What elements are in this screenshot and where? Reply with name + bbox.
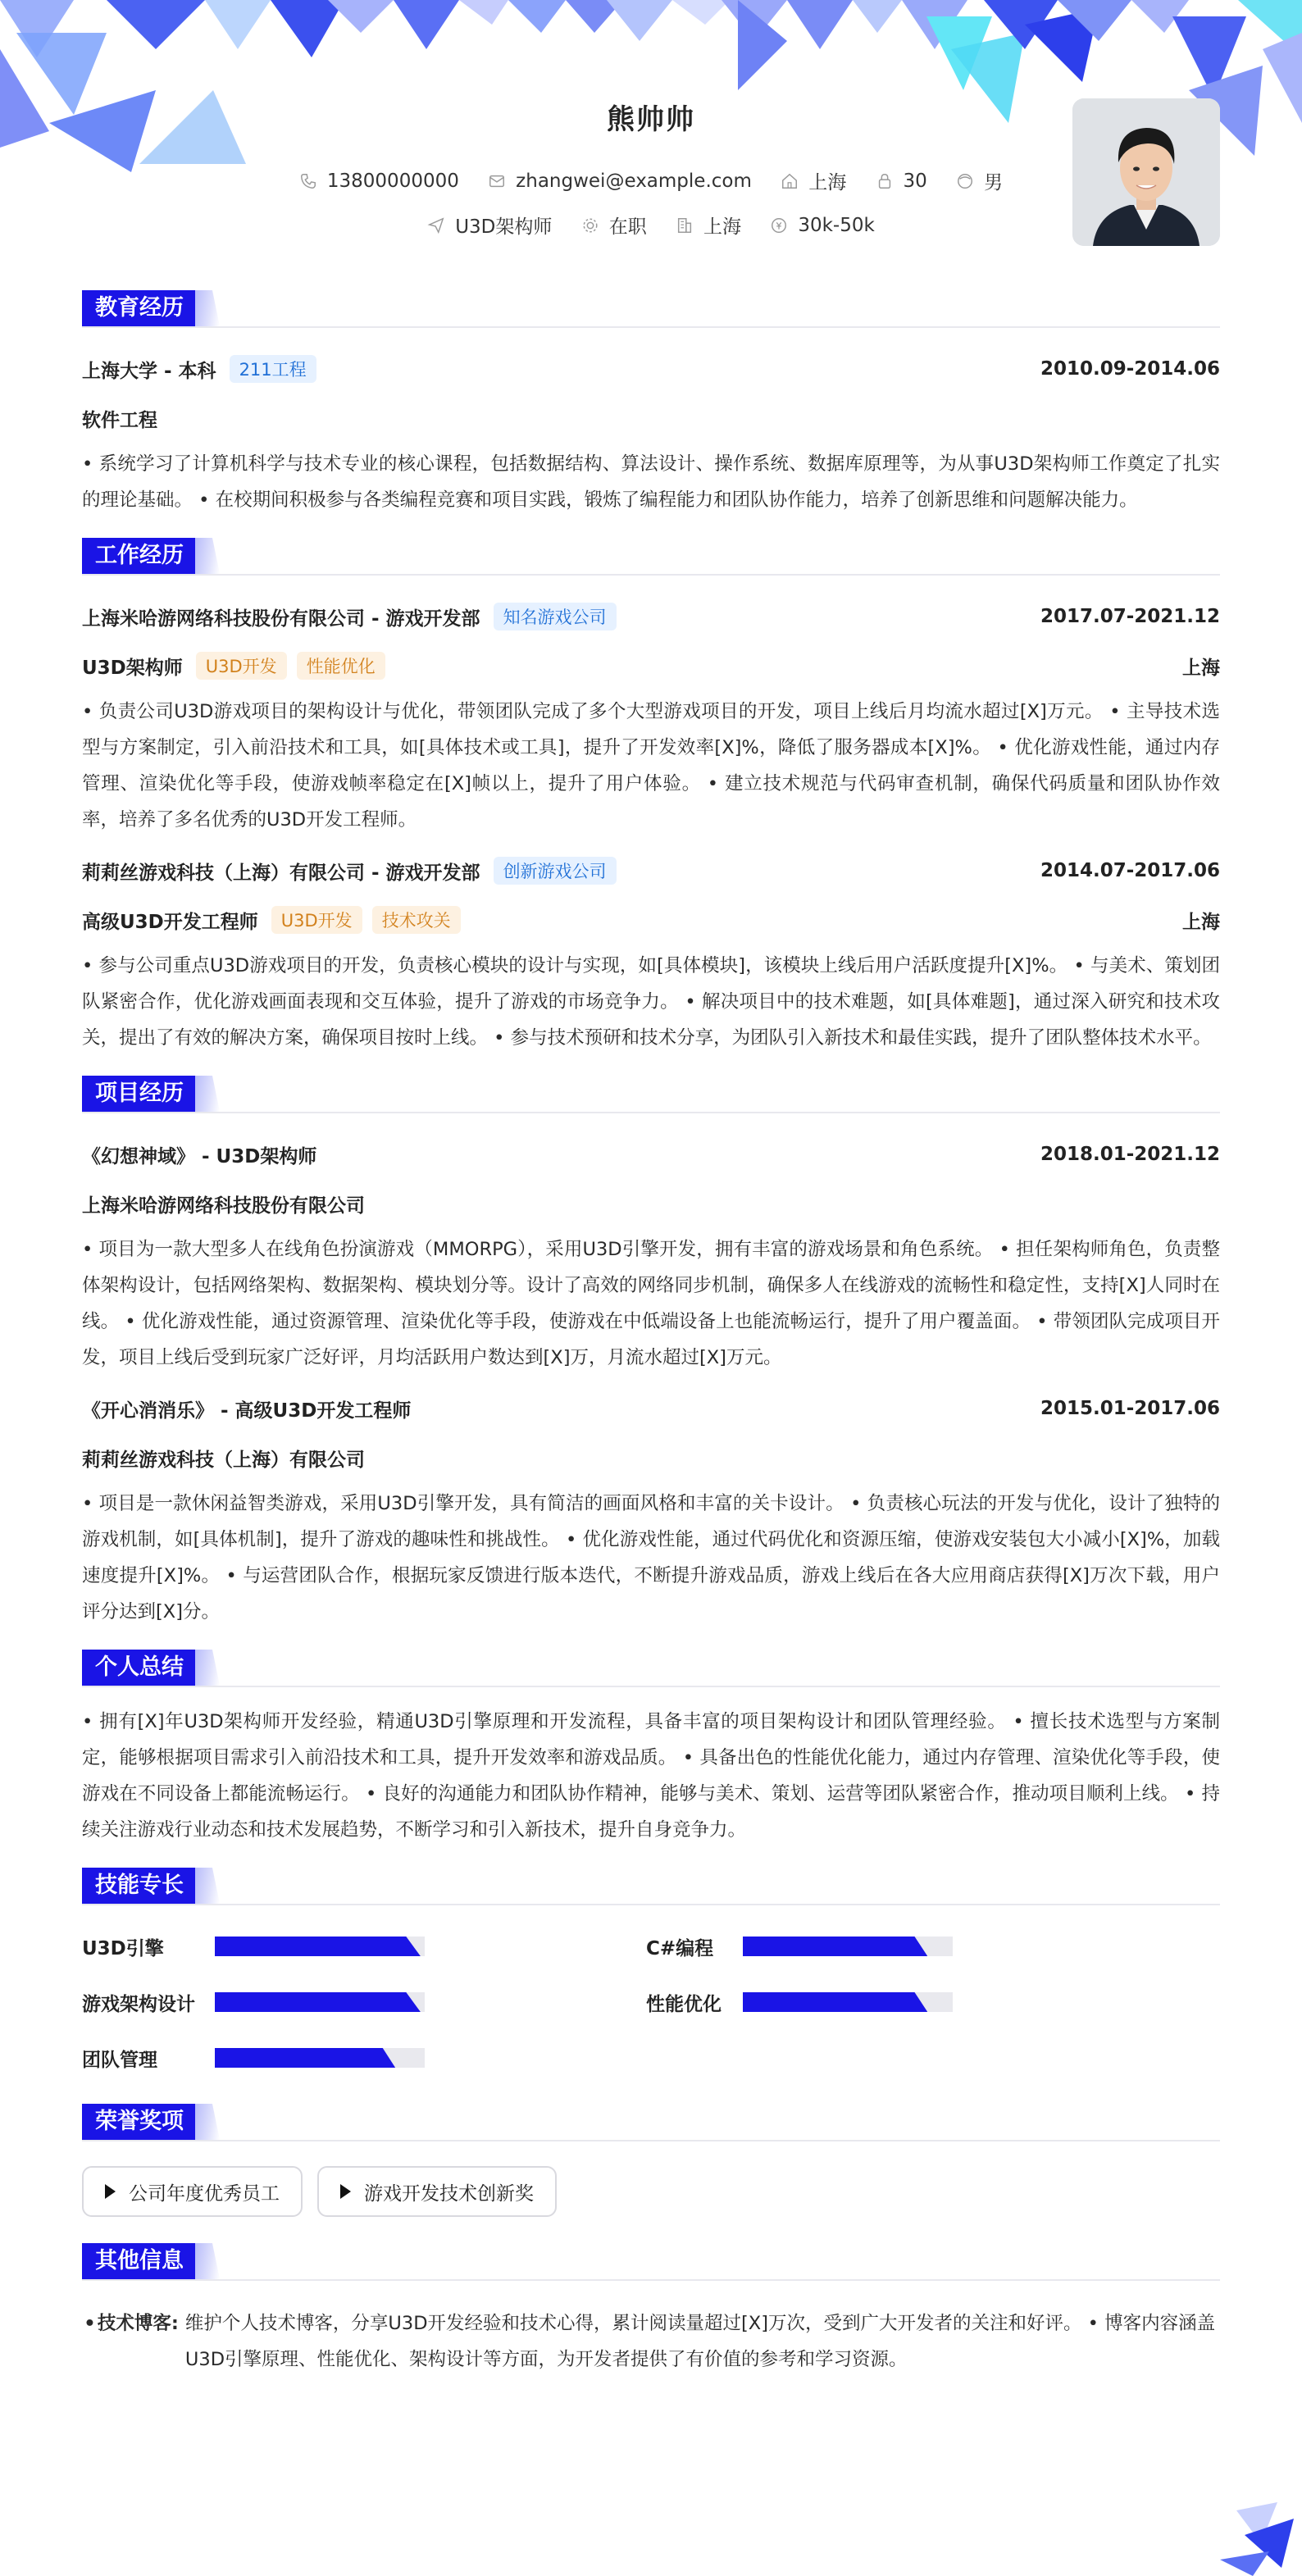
- education-school-block: [82, 355, 316, 383]
- job-title-item: [427, 212, 552, 239]
- location-text: 上海: [808, 172, 847, 193]
- age-item: [876, 171, 927, 192]
- work-description: • 参与公司重点U3D游戏项目的开发，负责核心模块的设计与实现，如[具体模块]，该模块上线后用户活跃度提升[X]%。 • 与美术、策划团队紧密合作，优化游戏画面表现和交互体验，提升了游戏的市场竞争力。 • 解决项目中的技术难题，如[具体难题]，通过深入研究和技术攻关，提出了有效的解决方案，确保项目按时上线。 • 参与技术预研和技术分享，为团队引入新技术和最佳实践，提升了团队整体技术水平。: [82, 955, 1220, 1049]
- awards-header: [82, 2104, 1220, 2141]
- salary-text: 30k-50k: [798, 214, 875, 236]
- other-text: 维护个人技术博客，分享U3D开发经验和技术心得，累计阅读量超过[X]万次，受到广大开发者的关注和好评。 • 博客内容涵盖U3D引擎原理、性能优化、架构设计等方面，为开发者提供了有价值的参考和学习资源。: [184, 2313, 1216, 2370]
- project-company: 莉莉丝游戏科技（上海）有限公司: [82, 1449, 365, 1471]
- phone-item: [299, 171, 459, 192]
- skills-header: [82, 1868, 1220, 1905]
- project-company-row: [82, 1441, 1220, 1474]
- work-period: 2014.07-2017.06: [1040, 860, 1220, 881]
- project-description: • 项目为一款大型多人在线角色扮演游戏（MMORPG），采用U3D引擎开发，拥有丰富的游戏场景和角色系统。 • 担任架构师角色，负责整体架构设计，包括网络架构、数据架构、模块划分等。设计了高效的网络同步机制，确保多人在线游戏的流畅性和稳定性，支持[X]人同时在线。 • 优化游戏性能，通过资源管理、渲染优化等手段，使游戏在中低端设备上也能流畅运行，提升了用户覆盖面。 • 带领团队完成项目开发，项目上线后受到玩家广泛好评，月均活跃用户数达到[X]万，月流水超过[X]万元。: [82, 1239, 1220, 1368]
- skill-level-bar: [215, 2048, 395, 2068]
- location-item: [781, 167, 846, 194]
- work-city: 上海: [1182, 911, 1220, 933]
- skill-tag: 性能优化: [297, 652, 385, 680]
- section-title: 技能专长: [82, 1868, 197, 1904]
- awards-section: [82, 2104, 1220, 2217]
- school-tag: 211工程: [230, 355, 316, 383]
- company-tag: 知名游戏公司: [494, 603, 617, 630]
- projects-section: [82, 1076, 1220, 1630]
- skill-item: [646, 1930, 1220, 1963]
- award-label: 公司年度优秀员工: [129, 2182, 280, 2205]
- gender-text: 男: [984, 172, 1004, 193]
- project-entry: [82, 1392, 1220, 1630]
- skill-track: [743, 1992, 953, 2012]
- education-entry: [82, 353, 1220, 518]
- position: U3D架构师: [82, 657, 183, 679]
- work-entry: [82, 600, 1220, 838]
- skill-tag: U3D开发: [196, 652, 287, 680]
- summary-text: • 拥有[X]年U3D架构师开发经验，精通U3D引擎原理和开发流程，具备丰富的项目架构设计和团队管理经验。 • 擅长技术选型与方案制定，能够根据项目需求引入前沿技术和工具，提升开发效率和游戏品质。 • 具备出色的性能优化能力，通过内存管理、渲染优化等手段，使游戏在不同设备上都能流畅运行。 • 良好的沟通能力和团队协作精神，能够与美术、策划、运营等团队紧密合作，推动项目顺利上线。 • 持续关注游戏行业动态和技术发展趋势，不断学习和引入新技术，提升自身竞争力。: [82, 1711, 1220, 1841]
- award-item: [82, 2166, 303, 2217]
- section-title-tail: [195, 1868, 220, 1904]
- awards-list: [82, 2166, 1220, 2217]
- work-description: • 负责公司U3D游戏项目的架构设计与优化，带领团队完成了多个大型游戏项目的开发，项目上线后月均流水超过[X]万元。 • 主导技术选型与方案制定，引入前沿技术和工具，如[具体技术或工具]，提升了开发效率[X]%，降低了服务器成本[X]%。 • 优化游戏性能，通过内存管理、渲染优化等手段，使游戏帧率稳定在[X]帧以上，提升了用户体验。 • 建立技术规范与代码审查机制，确保代码质量和团队协作效率，培养了多名优秀的U3D开发工程师。: [82, 701, 1220, 831]
- education-header: [82, 290, 1220, 328]
- gear-icon: [581, 216, 599, 234]
- section-title-tail: [195, 1076, 220, 1112]
- footer-decoration: [1204, 2478, 1302, 2576]
- status-text: 在职: [608, 216, 647, 238]
- project-company: 上海米哈游网络科技股份有限公司: [82, 1195, 365, 1217]
- company-dept: 上海米哈游网络科技股份有限公司 - 游戏开发部: [82, 608, 480, 630]
- work-position-row: [82, 903, 1220, 936]
- projects-header: [82, 1076, 1220, 1113]
- skill-item: [646, 1986, 1220, 2018]
- status-item: [581, 212, 647, 239]
- project-entry: [82, 1138, 1220, 1376]
- work-section: [82, 538, 1220, 1056]
- skill-track: [215, 1992, 425, 2012]
- work-period: 2017.07-2021.12: [1040, 606, 1220, 627]
- work-entry: [82, 854, 1220, 1056]
- money-icon: [770, 216, 788, 234]
- skill-name: 团队管理: [82, 2049, 157, 2071]
- skill-level-bar: [743, 1992, 927, 2012]
- section-title: 个人总结: [82, 1650, 197, 1686]
- bullet: •: [84, 2313, 96, 2334]
- section-title: 荣誉奖项: [82, 2104, 197, 2140]
- company-dept: 莉莉丝游戏科技（上海）有限公司 - 游戏开发部: [82, 862, 480, 884]
- resume-header: [82, 0, 1220, 271]
- skill-level-bar: [215, 1937, 421, 1956]
- summary-section: [82, 1650, 1220, 1848]
- skills-grid: [82, 1930, 1220, 2074]
- education-description: • 系统学习了计算机科学与技术专业的核心课程，包括数据结构、算法设计、操作系统、数据库原理等，为从事U3D架构师工作奠定了扎实的理论基础。 • 在校期间积极参与各类编程竞赛和项目实践，锻炼了编程能力和团队协作能力，培养了创新思维和问题解决能力。: [82, 453, 1220, 511]
- work-position-block: [82, 652, 385, 680]
- home-icon: [781, 172, 799, 190]
- company-tag: 创新游戏公司: [494, 857, 617, 885]
- skill-name: C#编程: [646, 1937, 714, 1959]
- skill-level-bar: [743, 1937, 927, 1956]
- work-company-row: [82, 600, 1220, 633]
- gender-item: [956, 167, 1003, 194]
- phone-text: 13800000000: [326, 170, 459, 192]
- building-icon: [676, 216, 694, 234]
- work-city: 上海: [1182, 657, 1220, 679]
- summary-header: [82, 1650, 1220, 1687]
- other-label: 技术博客:: [97, 2313, 179, 2334]
- other-section: [82, 2243, 1220, 2378]
- section-title-tail: [195, 290, 220, 326]
- play-icon: [105, 2184, 116, 2199]
- skill-track: [215, 2048, 425, 2068]
- avatar-portrait: [1072, 98, 1220, 246]
- job-title-text: U3D架构师: [455, 216, 553, 238]
- send-icon: [427, 216, 445, 234]
- phone-icon: [299, 172, 317, 190]
- skill-level-bar: [215, 1992, 421, 2012]
- section-title-tail: [195, 2243, 220, 2279]
- skill-item: [82, 1986, 651, 2018]
- target-city-item: [676, 212, 741, 239]
- work-company-block: [82, 603, 617, 630]
- email-item: [488, 171, 752, 192]
- project-description: • 项目是一款休闲益智类游戏，采用U3D引擎开发，具有简洁的画面风格和丰富的关卡设计。 • 负责核心玩法的开发与优化，设计了独特的游戏机制，如[具体机制]，提升了游戏的趣味性和挑战性。 • 优化游戏性能，通过代码优化和资源压缩，使游戏安装包大小减小[X]%，加载速度提升[X]%。 • 与运营团队合作，根据玩家反馈进行版本迭代，不断提升游戏品质，游戏上线后在各大应用商店获得[X]万次下载，用户评分达到[X]分。: [82, 1493, 1220, 1623]
- education-section: [82, 290, 1220, 518]
- section-title-tail: [195, 538, 220, 574]
- project-title-row: [82, 1138, 1220, 1171]
- section-title: 其他信息: [82, 2243, 197, 2279]
- major: 软件工程: [82, 409, 157, 431]
- skill-item: [82, 2041, 651, 2074]
- contact-row: [82, 167, 1220, 195]
- section-title: 教育经历: [82, 290, 197, 326]
- work-position-row: [82, 649, 1220, 682]
- salary-item: [770, 215, 874, 236]
- mail-icon: [488, 172, 506, 190]
- project-company-row: [82, 1187, 1220, 1220]
- skill-name: 性能优化: [646, 1993, 722, 2015]
- work-header: [82, 538, 1220, 576]
- candidate-name: 熊帅帅: [607, 103, 695, 136]
- age-text: 30: [903, 170, 927, 192]
- education-period: 2010.09-2014.06: [1040, 358, 1220, 380]
- skill-item: [82, 1930, 651, 1963]
- email-text: zhangwei@example.com: [516, 170, 752, 192]
- section-title-tail: [195, 2104, 220, 2140]
- user-icon: [956, 172, 974, 190]
- position: 高级U3D开发工程师: [82, 911, 258, 933]
- skill-name: U3D引擎: [82, 1937, 164, 1959]
- award-item: [317, 2166, 557, 2217]
- section-title: 工作经历: [82, 538, 197, 574]
- section-title-tail: [195, 1650, 220, 1686]
- work-company-block: [82, 857, 617, 885]
- other-item: [82, 2305, 1220, 2378]
- project-period: 2015.01-2017.06: [1040, 1398, 1220, 1419]
- job-intent-row: [82, 212, 1220, 239]
- work-company-row: [82, 854, 1220, 887]
- education-row: [82, 353, 1220, 385]
- target-city-text: 上海: [703, 216, 741, 238]
- work-position-block: [82, 906, 461, 934]
- play-icon: [340, 2184, 351, 2199]
- skill-name: 游戏架构设计: [82, 1993, 195, 2015]
- project-period: 2018.01-2021.12: [1040, 1144, 1220, 1165]
- avatar: [1072, 98, 1220, 246]
- lock-icon: [876, 172, 894, 190]
- school-degree: 上海大学 - 本科: [82, 360, 216, 382]
- skill-track: [743, 1937, 953, 1956]
- project-name-role: 《幻想神域》 - U3D架构师: [82, 1145, 317, 1167]
- skill-tag: 技术攻关: [372, 906, 461, 934]
- skill-track: [215, 1937, 425, 1956]
- project-name-role: 《开心消消乐》 - 高级U3D开发工程师: [82, 1400, 412, 1422]
- award-label: 游戏开发技术创新奖: [364, 2182, 534, 2205]
- project-title-row: [82, 1392, 1220, 1425]
- skills-section: [82, 1868, 1220, 2074]
- other-header: [82, 2243, 1220, 2281]
- skill-tag: U3D开发: [271, 906, 362, 934]
- section-title: 项目经历: [82, 1076, 197, 1112]
- education-major-row: [82, 402, 1220, 435]
